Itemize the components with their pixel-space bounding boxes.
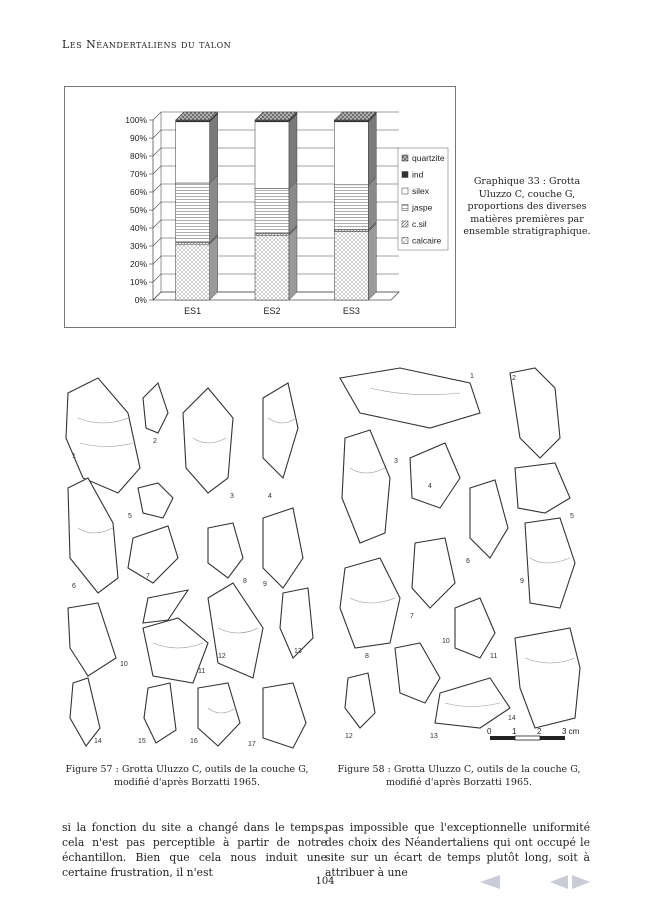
fig57-label: 14 [94, 738, 102, 745]
fig58-label: 8 [365, 653, 369, 660]
y-tick-label: 80% [129, 151, 147, 161]
figure-58-illustration [330, 358, 592, 758]
fig57-label: 2 [153, 438, 157, 445]
fig57-label: 16 [190, 738, 198, 745]
y-tick-label: 70% [129, 169, 147, 179]
previous-page-arrow-icon[interactable] [478, 874, 502, 890]
bar-segment-calcaire [255, 235, 289, 300]
fig57-label: 17 [248, 741, 256, 748]
fig57-label: 10 [120, 661, 128, 668]
bar-segment-jaspe [334, 185, 368, 230]
x-tick-label: ES1 [184, 306, 202, 316]
y-tick-label: 10% [129, 277, 147, 287]
bar-segment-calcaire [334, 232, 368, 300]
fig57-label: 3 [230, 493, 234, 500]
fig58-label: 9 [520, 578, 524, 585]
page-number: 104 [315, 876, 335, 887]
y-tick-label: 30% [129, 241, 147, 251]
legend-swatch [402, 221, 408, 227]
fig58-label: 10 [442, 638, 450, 645]
fig57-label: 1 [72, 453, 76, 460]
chart-caption: Graphique 33 : Grotta Uluzzo C, couche G, proportions des diverses matières premières par ensemble stratigraphique. [463, 176, 591, 237]
fig58-label: 14 [508, 715, 516, 722]
bar-side-jaspe [210, 175, 218, 242]
running-head: Les Néandertaliens du talon [62, 38, 232, 51]
bar-segment-silex [334, 122, 368, 185]
legend-swatch [402, 238, 408, 244]
legend-label: c.sil [412, 219, 427, 229]
next-page-arrows-icon[interactable] [548, 874, 592, 890]
fig58-label: 13 [430, 733, 438, 740]
x-tick-label: ES3 [342, 306, 360, 316]
bar-segment-silex [255, 122, 289, 189]
fig57-label: 13 [294, 648, 302, 655]
bar-side-jaspe [368, 177, 376, 230]
scale-label: 1 [512, 727, 517, 736]
fig58-label: 2 [512, 375, 516, 382]
fig57-label: 4 [268, 493, 272, 500]
bar-segment-silex [176, 122, 210, 183]
bar-side-silex [289, 114, 297, 189]
bar-side-calcaire [368, 224, 376, 300]
fig58-label: 12 [345, 733, 353, 740]
scale-label: 0 [487, 727, 492, 736]
body-text-left-column: si la fonction du site a changé dans le temps, cela n'est pas perceptible à partir de notre échantillon. Bien que cela nous induit une certaine frustration, il n'est [62, 821, 327, 879]
legend-swatch [402, 205, 408, 211]
y-tick-label: 20% [129, 259, 147, 269]
fig58-label: 1 [470, 373, 474, 380]
x-axis-ticks [184, 306, 360, 316]
fig57-label: 6 [72, 583, 76, 590]
legend-label: calcaire [412, 235, 442, 246]
body-text-right-column: pas impossible que l'exceptionnelle uniformité des choix des Néandertaliens qui ont occupé le site sur un écart de temps plutôt long, soit à attribuer à une [325, 821, 590, 879]
legend-label: jaspe [412, 202, 433, 213]
stacked-bar-chart [65, 87, 455, 327]
y-tick-label: 50% [129, 205, 147, 215]
figure-58-drawings [330, 358, 592, 758]
bar-segment-calcaire [176, 244, 210, 300]
scale-label: 2 [537, 727, 542, 736]
legend-label: quartzite [412, 153, 445, 163]
fig57-label: 15 [138, 738, 146, 745]
bar-segment-jaspe [176, 183, 210, 242]
legend-swatch [402, 155, 408, 161]
legend-swatch [402, 172, 408, 178]
figure-57-illustration [58, 358, 320, 758]
bar-segment-csil [176, 242, 210, 244]
fig58-label: 6 [466, 558, 470, 565]
y-tick-label: 0% [134, 295, 147, 305]
scale-label: 3 cm [562, 727, 580, 736]
bar-side-silex [368, 114, 376, 185]
fig57-label: 7 [146, 573, 150, 580]
y-tick-label: 40% [129, 223, 147, 233]
bar-side-jaspe [289, 180, 297, 233]
scale-bar [487, 727, 580, 740]
bar-side-calcaire [289, 227, 297, 300]
fig58-label: 5 [570, 513, 574, 520]
fig57-label: 8 [243, 578, 247, 585]
fig57-label: 11 [198, 668, 206, 675]
fig57-label: 12 [218, 653, 226, 660]
figure-57-drawings [58, 358, 320, 758]
bar-side-calcaire [210, 236, 218, 300]
y-tick-label: 90% [129, 133, 147, 143]
legend-swatch [402, 188, 408, 194]
chart-frame [64, 86, 456, 328]
legend-label: silex [412, 186, 430, 196]
y-tick-label: 100% [125, 115, 147, 125]
fig58-label: 11 [490, 653, 498, 660]
fig57-label: 5 [128, 513, 132, 520]
bar-segment-csil [255, 233, 289, 235]
fig58-label: 7 [410, 613, 414, 620]
fig57-label: 9 [263, 581, 267, 588]
figure-58-caption: Figure 58 : Grotta Uluzzo C, outils de la couche G, modifié d'après Borzatti 1965. [337, 764, 581, 788]
y-axis-ticks [125, 115, 153, 305]
figure-57-caption: Figure 57 : Grotta Uluzzo C, outils de la couche G, modifié d'après Borzatti 1965. [65, 764, 309, 788]
bar-segment-jaspe [255, 188, 289, 233]
chart-legend [398, 148, 448, 250]
fig58-label: 4 [428, 483, 432, 490]
bar-side-silex [210, 114, 218, 183]
y-tick-label: 60% [129, 187, 147, 197]
bar-segment-csil [334, 230, 368, 232]
legend-label: ind [412, 169, 424, 180]
chart-bars [176, 112, 377, 300]
fig58-label: 3 [394, 458, 398, 465]
x-tick-label: ES2 [263, 306, 281, 316]
